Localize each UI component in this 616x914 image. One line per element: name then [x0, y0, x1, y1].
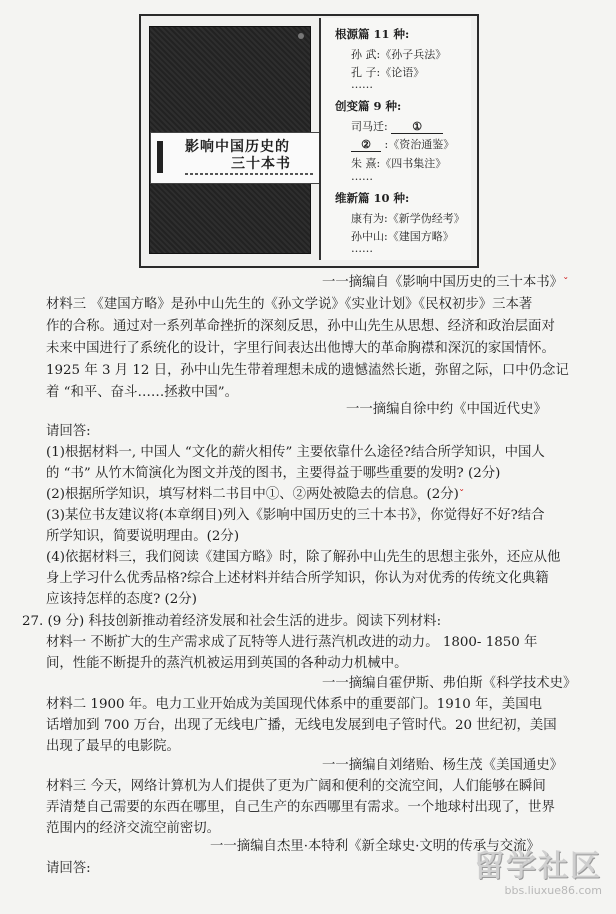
question-2-text: (2)根据所学知识，填写材料二书目中①、②两处被隐去的信息。(2分): [46, 487, 459, 502]
list-item: 孙中山:《建国方略》: [351, 230, 454, 243]
question-2: [46, 486, 464, 503]
red-check-mark: ˇ: [563, 276, 569, 289]
list-item: 孔 子:《论语》: [351, 66, 425, 79]
material3-line: 着 “和平、奋斗……拯救中国”。: [46, 385, 239, 400]
question-1: 的 “书” 从竹木简演化为图文并茂的图书，主要得益于哪些重要的发明? (2分): [46, 466, 501, 481]
source-citation: 一一摘编自刘绪贻、杨生茂《美国通史》: [322, 758, 564, 773]
list-ellipsis: ……: [351, 242, 373, 255]
band-subtitle-rule: [185, 173, 313, 175]
site-watermark: [470, 850, 602, 908]
question-1: (1)根据材料一, 中国人 “文化的薪火相传” 主要依靠什么途径?结合所学知识，中国人: [46, 445, 545, 460]
source-citation: 一一摘编自杰里·本特利《新全球史·文明的传承与交流》: [210, 839, 540, 854]
cover-dot-icon: [298, 33, 304, 39]
watermark-url: bbs.liuxue86.com: [504, 884, 602, 897]
material3-line: 作的合称。通过对一系列革命挫折的深刻反思，孙中山先生从思想、经济和政治层面对: [46, 319, 555, 334]
source-citation: 一一摘编自霍伊斯、弗伯斯《科学技术史》: [322, 676, 577, 691]
watermark-logo-text: 留学社区: [474, 849, 602, 884]
blank-1: ①: [391, 120, 443, 134]
list-item: 康有为:《新学伪经考》: [351, 212, 465, 225]
book-list-panel: [319, 18, 471, 260]
book-figure: [139, 14, 479, 268]
material3b-line: 弄清楚自己需要的东西在哪里，自己生产的东西哪里有需求。一个地球村出现了，世界: [46, 800, 555, 815]
question-3: (3)某位书友建议将(本章纲目)列入《影响中国历史的三十本书》，你觉得好不好?结合: [46, 508, 545, 523]
book-title-band: [150, 132, 322, 184]
prompt-label: 请回答:: [46, 861, 91, 876]
material1-line: 间，性能不断提升的蒸汽机被运用到英国的各种动力机械中。: [46, 656, 408, 671]
list-item: [351, 118, 443, 134]
material3b-line: 材料三 今天，网络计算机为人们提供了更为广阔和便利的交流空间，人们能够在瞬间: [46, 779, 546, 794]
list-item: [351, 136, 454, 152]
author-name: 司马迁:: [351, 120, 388, 133]
question-3: 所学知识，简要说明理由。(2分): [46, 529, 240, 544]
material3-line: 材料三 《建国方略》是孙中山先生的《孙文学说》《实业计划》《民权初步》三本著: [46, 297, 533, 312]
question-27-title: 27. (9 分) 科技创新推动着经济发展和社会生活的进步。阅读下列材料:: [22, 614, 442, 629]
material2-line: 材料二 1900 年。电力工业开始成为美国现代体系中的重要部门。1910 年，美国电: [46, 697, 543, 712]
book-title-line1: 影响中国历史的: [185, 139, 290, 155]
prompt-label: 请回答:: [46, 424, 91, 439]
question-4: 身上学习什么优秀品格?综合上述材料并结合所学知识，你认为对优秀的传统文化典籍: [46, 571, 549, 586]
group-header-change: 创变篇 9 种:: [335, 99, 402, 113]
question-4: (4)依据材料三，我们阅读《建国方略》时，除了解孙中山先生的思想主张外，还应从他: [46, 550, 561, 565]
group-header-reform: 维新篇 10 种:: [335, 191, 410, 205]
list-ellipsis: ……: [351, 170, 373, 183]
material2-line: 话增加到 700 万台，出现了无线电广播，无线电发展到电子管时代。20 世纪初，美国: [46, 718, 557, 733]
material3b-line: 范围内的经济交流空前密切。: [46, 821, 221, 836]
red-check-mark: ˇ: [458, 488, 465, 501]
question-4: 应该持怎样的态度? (2分): [46, 592, 197, 607]
list-item: 孙 武:《孙子兵法》: [351, 48, 447, 61]
group-header-roots: 根源篇 11 种:: [335, 27, 410, 41]
list-ellipsis: ……: [351, 78, 373, 91]
source-citation: 一一摘编自徐中约《中国近代史》: [346, 402, 547, 417]
material3-line: 未来中国进行了系统化的设计，字里行间表达出他博大的革命胸襟和深沉的家国情怀。: [46, 341, 555, 356]
source-text: 一一摘编自《影响中国历史的三十本书》: [322, 275, 564, 290]
material2-line: 出现了最早的电影院。: [46, 739, 180, 754]
blank-2: ②: [351, 138, 381, 152]
list-item: 朱 熹:《四书集注》: [351, 157, 447, 170]
material1-line: 材料一 不断扩大的生产需求成了瓦特等人进行蒸汽机改进的动力。 1800- 1850 年: [46, 635, 538, 650]
book-title-line2: 三十本书: [231, 156, 291, 172]
book-name: :《资治通鉴》: [384, 138, 455, 151]
material3-line: 1925 年 3 月 12 日，孙中山先生带着理想未成的遗憾溘然长逝，弥留之际，口中仍念记: [46, 363, 569, 378]
source-citation: [322, 274, 569, 291]
band-mark-icon: [157, 141, 163, 173]
book-cover-image: [149, 26, 311, 254]
